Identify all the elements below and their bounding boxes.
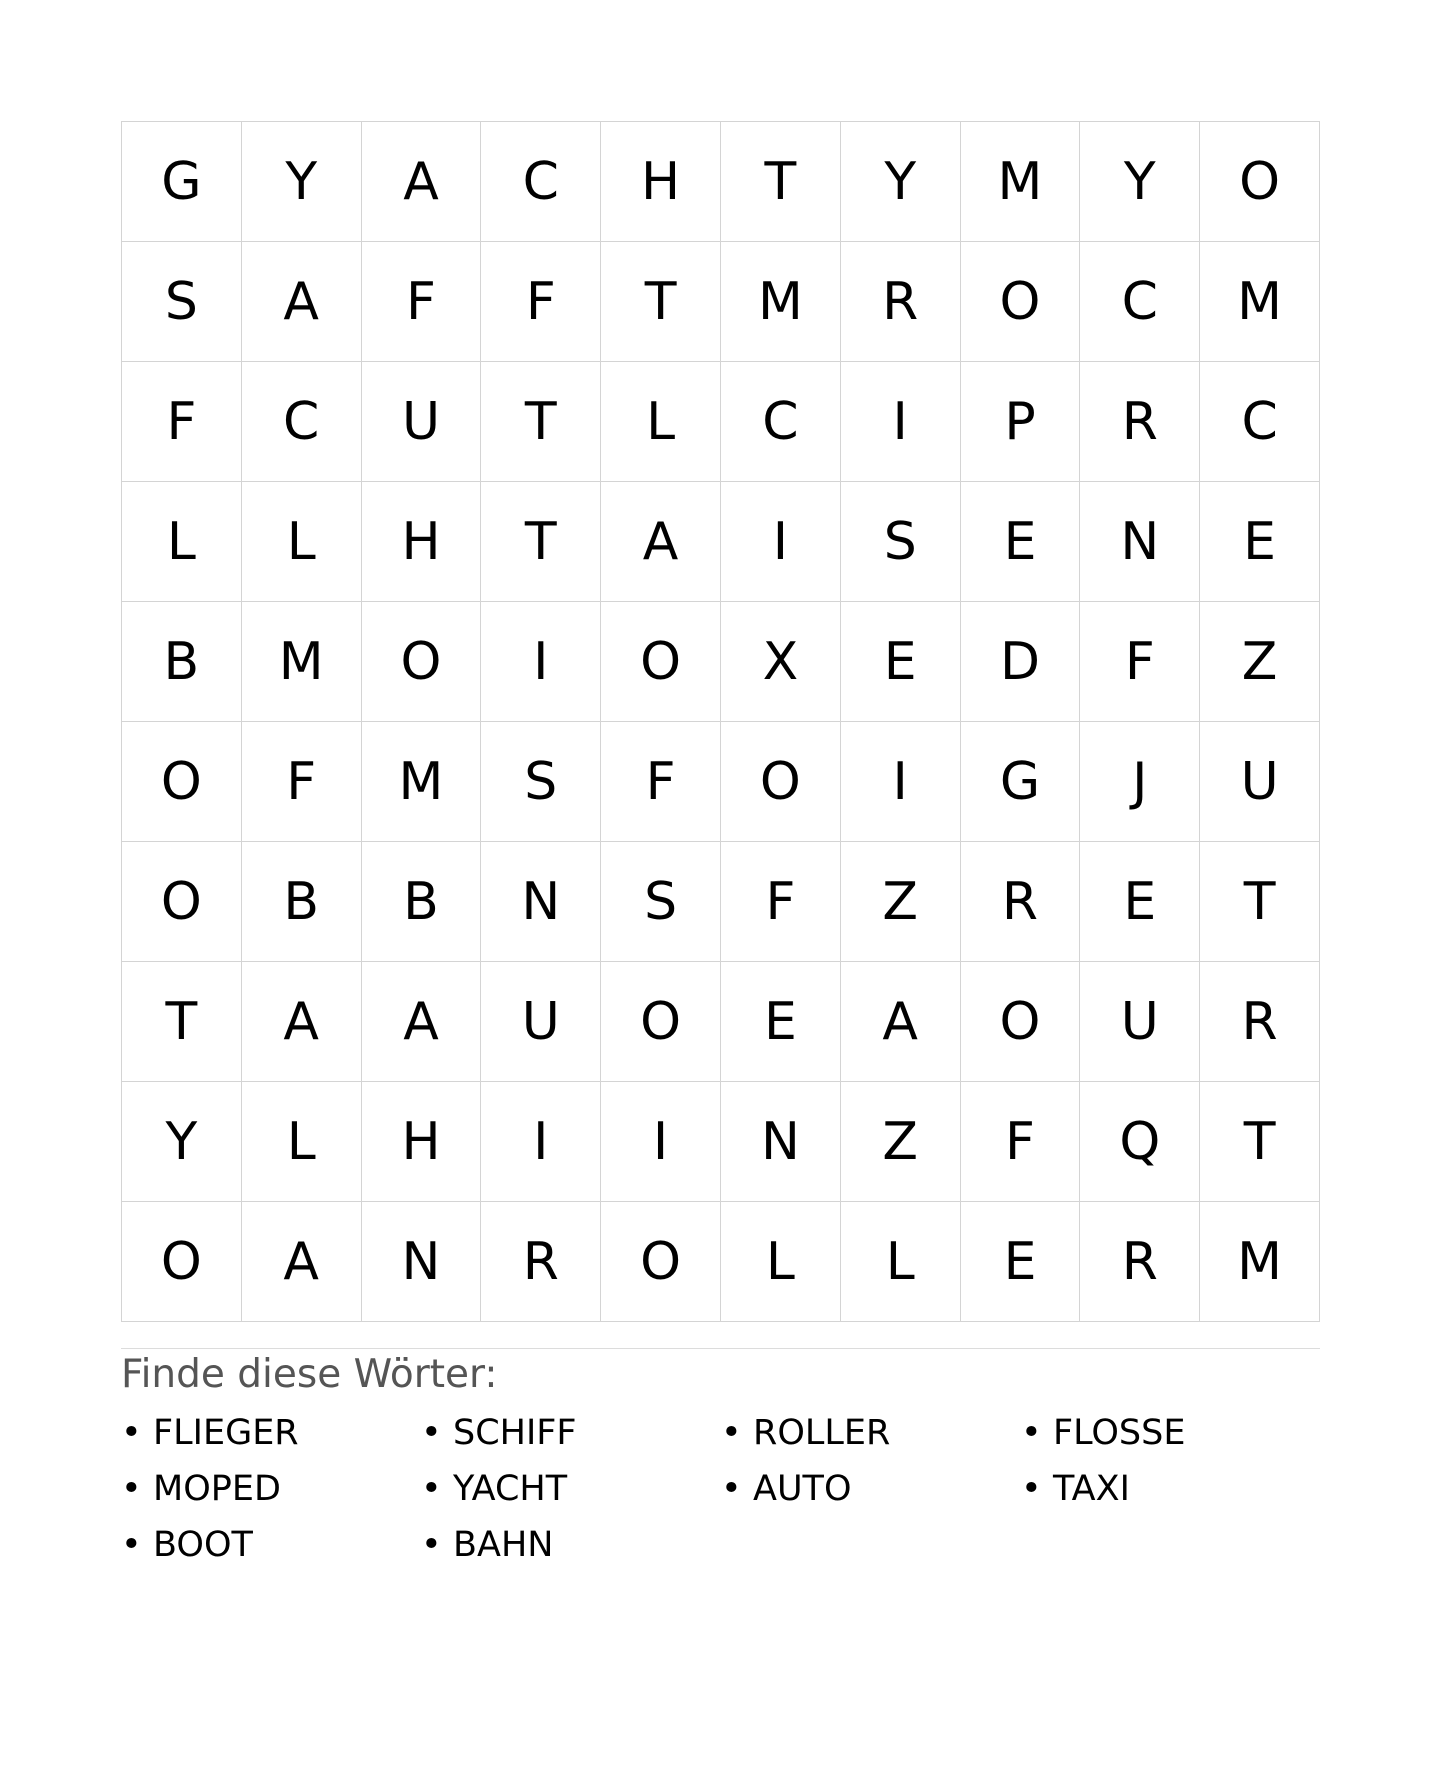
grid-cell[interactable]: I [601, 1082, 721, 1202]
grid-cell[interactable]: L [242, 482, 362, 602]
grid-cell[interactable]: L [721, 1202, 841, 1322]
word-label: YACHT [453, 1469, 568, 1509]
grid-cell[interactable]: C [481, 122, 601, 242]
grid-cell[interactable]: S [601, 842, 721, 962]
grid-cell[interactable]: O [122, 1202, 242, 1322]
grid-cell[interactable]: R [1080, 1202, 1200, 1322]
grid-cell[interactable]: R [1200, 962, 1320, 1082]
word-list [121, 1412, 1320, 1580]
grid-cell[interactable]: M [721, 242, 841, 362]
grid-cell[interactable]: S [481, 722, 601, 842]
grid-cell[interactable]: F [1080, 602, 1200, 722]
bullet-icon: • [121, 1469, 142, 1509]
grid-cell[interactable]: C [1200, 362, 1320, 482]
grid-cell[interactable]: M [961, 122, 1081, 242]
grid-cell[interactable]: A [601, 482, 721, 602]
word-list-item [1021, 1412, 1321, 1468]
grid-cell[interactable]: S [841, 482, 961, 602]
grid-cell[interactable]: C [721, 362, 841, 482]
bullet-icon: • [721, 1413, 742, 1453]
grid-cell[interactable]: G [961, 722, 1081, 842]
grid-cell[interactable]: F [601, 722, 721, 842]
word-label: ROLLER [753, 1413, 891, 1453]
grid-cell[interactable]: N [481, 842, 601, 962]
grid-cell[interactable]: O [122, 842, 242, 962]
grid-cell[interactable]: O [601, 962, 721, 1082]
bullet-icon: • [121, 1525, 142, 1565]
grid-cell[interactable]: L [242, 1082, 362, 1202]
grid-cell[interactable]: I [721, 482, 841, 602]
bullet-icon: • [1021, 1469, 1042, 1509]
grid-cell[interactable]: E [841, 602, 961, 722]
word-list-item [421, 1524, 721, 1580]
grid-cell[interactable]: J [1080, 722, 1200, 842]
grid-cell[interactable]: A [362, 122, 482, 242]
grid-cell[interactable]: O [601, 1202, 721, 1322]
grid-cell[interactable]: U [1200, 722, 1320, 842]
grid-cell[interactable]: Y [841, 122, 961, 242]
grid-cell[interactable]: E [961, 482, 1081, 602]
grid-cell[interactable]: A [841, 962, 961, 1082]
word-label: TAXI [1053, 1469, 1130, 1509]
grid-cell[interactable]: N [1080, 482, 1200, 602]
grid-cell[interactable]: F [362, 242, 482, 362]
word-list-item [421, 1412, 721, 1468]
grid-cell[interactable]: U [481, 962, 601, 1082]
grid-cell[interactable]: G [122, 122, 242, 242]
grid-cell[interactable]: L [841, 1202, 961, 1322]
grid-cell[interactable]: A [242, 962, 362, 1082]
bullet-icon: • [721, 1469, 742, 1509]
grid-cell[interactable]: E [721, 962, 841, 1082]
word-label: BOOT [153, 1525, 253, 1565]
grid-cell[interactable]: L [122, 482, 242, 602]
grid-cell[interactable]: M [1200, 1202, 1320, 1322]
grid-cell[interactable]: F [961, 1082, 1081, 1202]
grid-cell[interactable]: N [362, 1202, 482, 1322]
bullet-icon: • [421, 1525, 442, 1565]
grid-cell[interactable]: F [481, 242, 601, 362]
grid-cell[interactable]: O [721, 722, 841, 842]
bullet-icon: • [421, 1469, 442, 1509]
word-label: BAHN [453, 1525, 554, 1565]
grid-cell[interactable]: O [601, 602, 721, 722]
grid-cell[interactable]: I [481, 602, 601, 722]
word-list-heading: Finde diese Wörter: [121, 1352, 498, 1397]
grid-cell[interactable]: T [122, 962, 242, 1082]
grid-cell[interactable]: D [961, 602, 1081, 722]
grid-cell[interactable]: R [961, 842, 1081, 962]
grid-cell[interactable]: E [1200, 482, 1320, 602]
grid-cell[interactable]: O [1200, 122, 1320, 242]
grid-cell[interactable]: T [601, 242, 721, 362]
grid-cell[interactable]: Z [841, 842, 961, 962]
grid-cell[interactable]: T [1200, 842, 1320, 962]
grid-cell[interactable]: H [362, 482, 482, 602]
grid-cell[interactable]: Y [1080, 122, 1200, 242]
grid-cell[interactable]: I [841, 722, 961, 842]
grid-cell[interactable]: A [242, 242, 362, 362]
grid-cell[interactable]: T [481, 482, 601, 602]
grid-cell[interactable]: Q [1080, 1082, 1200, 1202]
word-list-item [121, 1524, 421, 1580]
grid-cell[interactable]: F [122, 362, 242, 482]
word-search-puzzle [121, 121, 1320, 1322]
grid-cell[interactable]: S [122, 242, 242, 362]
grid-cell[interactable]: H [362, 1082, 482, 1202]
grid-cell[interactable]: C [242, 362, 362, 482]
grid-cell[interactable]: O [122, 722, 242, 842]
grid-cell[interactable]: E [961, 1202, 1081, 1322]
grid-cell[interactable]: H [601, 122, 721, 242]
word-list-item [121, 1412, 421, 1468]
word-label: AUTO [753, 1469, 852, 1509]
grid-cell[interactable]: Y [242, 122, 362, 242]
grid-cell[interactable]: T [721, 122, 841, 242]
grid-cell[interactable]: T [1200, 1082, 1320, 1202]
grid-cell[interactable]: Z [1200, 602, 1320, 722]
word-label: SCHIFF [453, 1413, 577, 1453]
grid-cell[interactable]: B [122, 602, 242, 722]
grid-cell[interactable]: T [481, 362, 601, 482]
letter-grid [121, 121, 1320, 1322]
word-label: FLIEGER [153, 1413, 299, 1453]
grid-cell[interactable]: I [481, 1082, 601, 1202]
grid-cell[interactable]: F [242, 722, 362, 842]
word-list-item [721, 1412, 1021, 1468]
grid-cell[interactable]: R [1080, 362, 1200, 482]
grid-cell[interactable]: O [961, 242, 1081, 362]
grid-cell[interactable]: E [1080, 842, 1200, 962]
grid-cell[interactable]: F [721, 842, 841, 962]
grid-cell[interactable]: B [242, 842, 362, 962]
grid-cell[interactable]: U [362, 362, 482, 482]
grid-cell[interactable]: A [362, 962, 482, 1082]
grid-cell[interactable]: Z [841, 1082, 961, 1202]
grid-cell[interactable]: L [601, 362, 721, 482]
word-list-item [721, 1468, 1021, 1524]
word-list-item [421, 1468, 721, 1524]
grid-cell[interactable]: X [721, 602, 841, 722]
word-label: FLOSSE [1053, 1413, 1186, 1453]
grid-cell[interactable]: R [481, 1202, 601, 1322]
bullet-icon: • [421, 1413, 442, 1453]
grid-cell[interactable]: I [841, 362, 961, 482]
word-list-item [121, 1468, 421, 1524]
grid-cell[interactable]: M [362, 722, 482, 842]
grid-cell[interactable]: O [362, 602, 482, 722]
word-label: MOPED [153, 1469, 281, 1509]
grid-cell[interactable]: U [1080, 962, 1200, 1082]
grid-cell[interactable]: C [1080, 242, 1200, 362]
bullet-icon: • [1021, 1413, 1042, 1453]
bullet-icon: • [121, 1413, 142, 1453]
grid-cell[interactable]: O [961, 962, 1081, 1082]
grid-cell[interactable]: B [362, 842, 482, 962]
divider [121, 1348, 1320, 1349]
grid-cell[interactable]: M [242, 602, 362, 722]
word-list-item [1021, 1468, 1321, 1524]
grid-cell[interactable]: P [961, 362, 1081, 482]
grid-cell[interactable]: R [841, 242, 961, 362]
grid-cell[interactable]: Y [122, 1082, 242, 1202]
grid-cell[interactable]: A [242, 1202, 362, 1322]
grid-cell[interactable]: N [721, 1082, 841, 1202]
grid-cell[interactable]: M [1200, 242, 1320, 362]
